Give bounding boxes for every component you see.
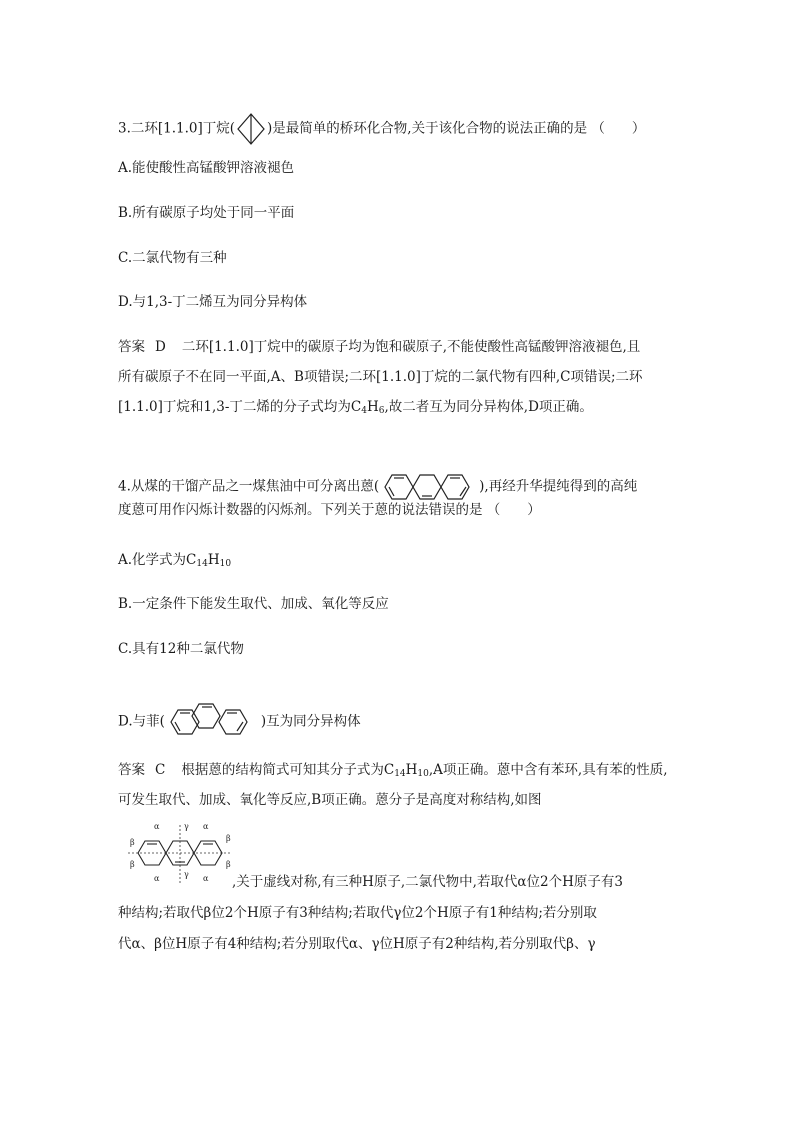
label-gamma-t: γ	[184, 822, 189, 831]
q4-answer-line-1: 答案 C 根据蒽的结构简式可知其分子式为$C_{14}H_{10},A$项正确。蒽中含有苯环,具有苯的性质,	[118, 762, 668, 779]
q4-answer-line-5: 代α、β位H原子有4种结构;若分别取代α、γ位H原子有2种结构,若分别取代β、γ	[118, 936, 596, 952]
q4-option-a: A.化学式为$C_{14}H_{10}$	[118, 552, 232, 569]
label-alpha-bl: α	[154, 874, 160, 883]
q3-answer-line-3: [1.1.0]丁烷和1,3-丁二烯的分子式均为$C_4H_6$,故二者互为同分异构体,D项正确。	[118, 399, 593, 416]
q4-answer-line-2: 可发生取代、加成、氧化等反应,B项正确。蒽分子是高度对称结构,如图	[118, 792, 542, 808]
anthracene-symmetry-diagram	[124, 817, 236, 889]
q4-stem-line-1: 4.从煤的干馏产品之一煤焦油中可分离出蒽( ),再经升华提纯得到的高纯	[118, 470, 637, 504]
bicyclobutane-svg	[236, 112, 266, 146]
q3-stem: 3.二环[1.1.0]丁烷( )是最简单的桥环化合物,关于该化合物的说法正确的是 （ ）	[118, 112, 645, 146]
answer-label: 答案	[118, 762, 145, 778]
label-gamma-b: γ	[184, 870, 189, 879]
q4-option-d: D.与菲( )互为同分异构体	[118, 700, 361, 744]
label-alpha-tr: α	[203, 822, 209, 831]
q3-answer-line-1: 答案 D 二环[1.1.0]丁烷中的碳原子均为饱和碳原子,不能使酸性高锰酸钾溶液褪色,且	[118, 339, 641, 355]
anthracene-svg	[381, 470, 477, 504]
symmetry-diagram-svg	[124, 817, 236, 889]
answer-label: 答案	[118, 339, 145, 355]
answer-key: D	[155, 339, 166, 355]
label-beta-tr: β	[226, 834, 231, 843]
phenanthrene-svg	[167, 700, 259, 744]
label-beta-br: β	[226, 860, 231, 869]
anthracene-structure-icon	[381, 470, 477, 504]
q3-option-d: D.与1,3-丁二烯互为同分异构体	[118, 294, 308, 310]
q4-option-b: B.一定条件下能发生取代、加成、氧化等反应	[118, 596, 389, 612]
label-beta-tl: β	[130, 838, 135, 847]
label-alpha-tl: α	[154, 822, 160, 831]
answer-key: C	[155, 762, 166, 778]
q3-option-c: C.二氯代物有三种	[118, 250, 227, 266]
label-alpha-br: α	[203, 874, 209, 883]
q4-option-c: C.具有12种二氯代物	[118, 641, 244, 657]
q4-answer-line-4: 种结构;若取代β位2个H原子有3种结构;若取代γ位2个H原子有1种结构;若分别取	[118, 905, 597, 921]
q3-option-b: B.所有碳原子均处于同一平面	[118, 205, 295, 221]
q4-stem-line-2: 度蒽可用作闪烁计数器的闪烁剂。下列关于蒽的说法错误的是 （ ）	[118, 502, 541, 518]
q4-answer-line-3: ,关于虚线对称,有三种H原子,二氯代物中,若取代α位2个H原子有3	[232, 874, 624, 890]
phenanthrene-structure-icon	[167, 700, 259, 744]
q3-option-a: A.能使酸性高锰酸钾溶液褪色	[118, 160, 295, 176]
bicyclobutane-structure-icon	[236, 112, 266, 146]
label-beta-bl: β	[130, 860, 135, 869]
q3-answer-line-2: 所有碳原子不在同一平面,A、B项错误;二环[1.1.0]丁烷的二氯代物有四种,C项错误;二环	[118, 369, 643, 385]
